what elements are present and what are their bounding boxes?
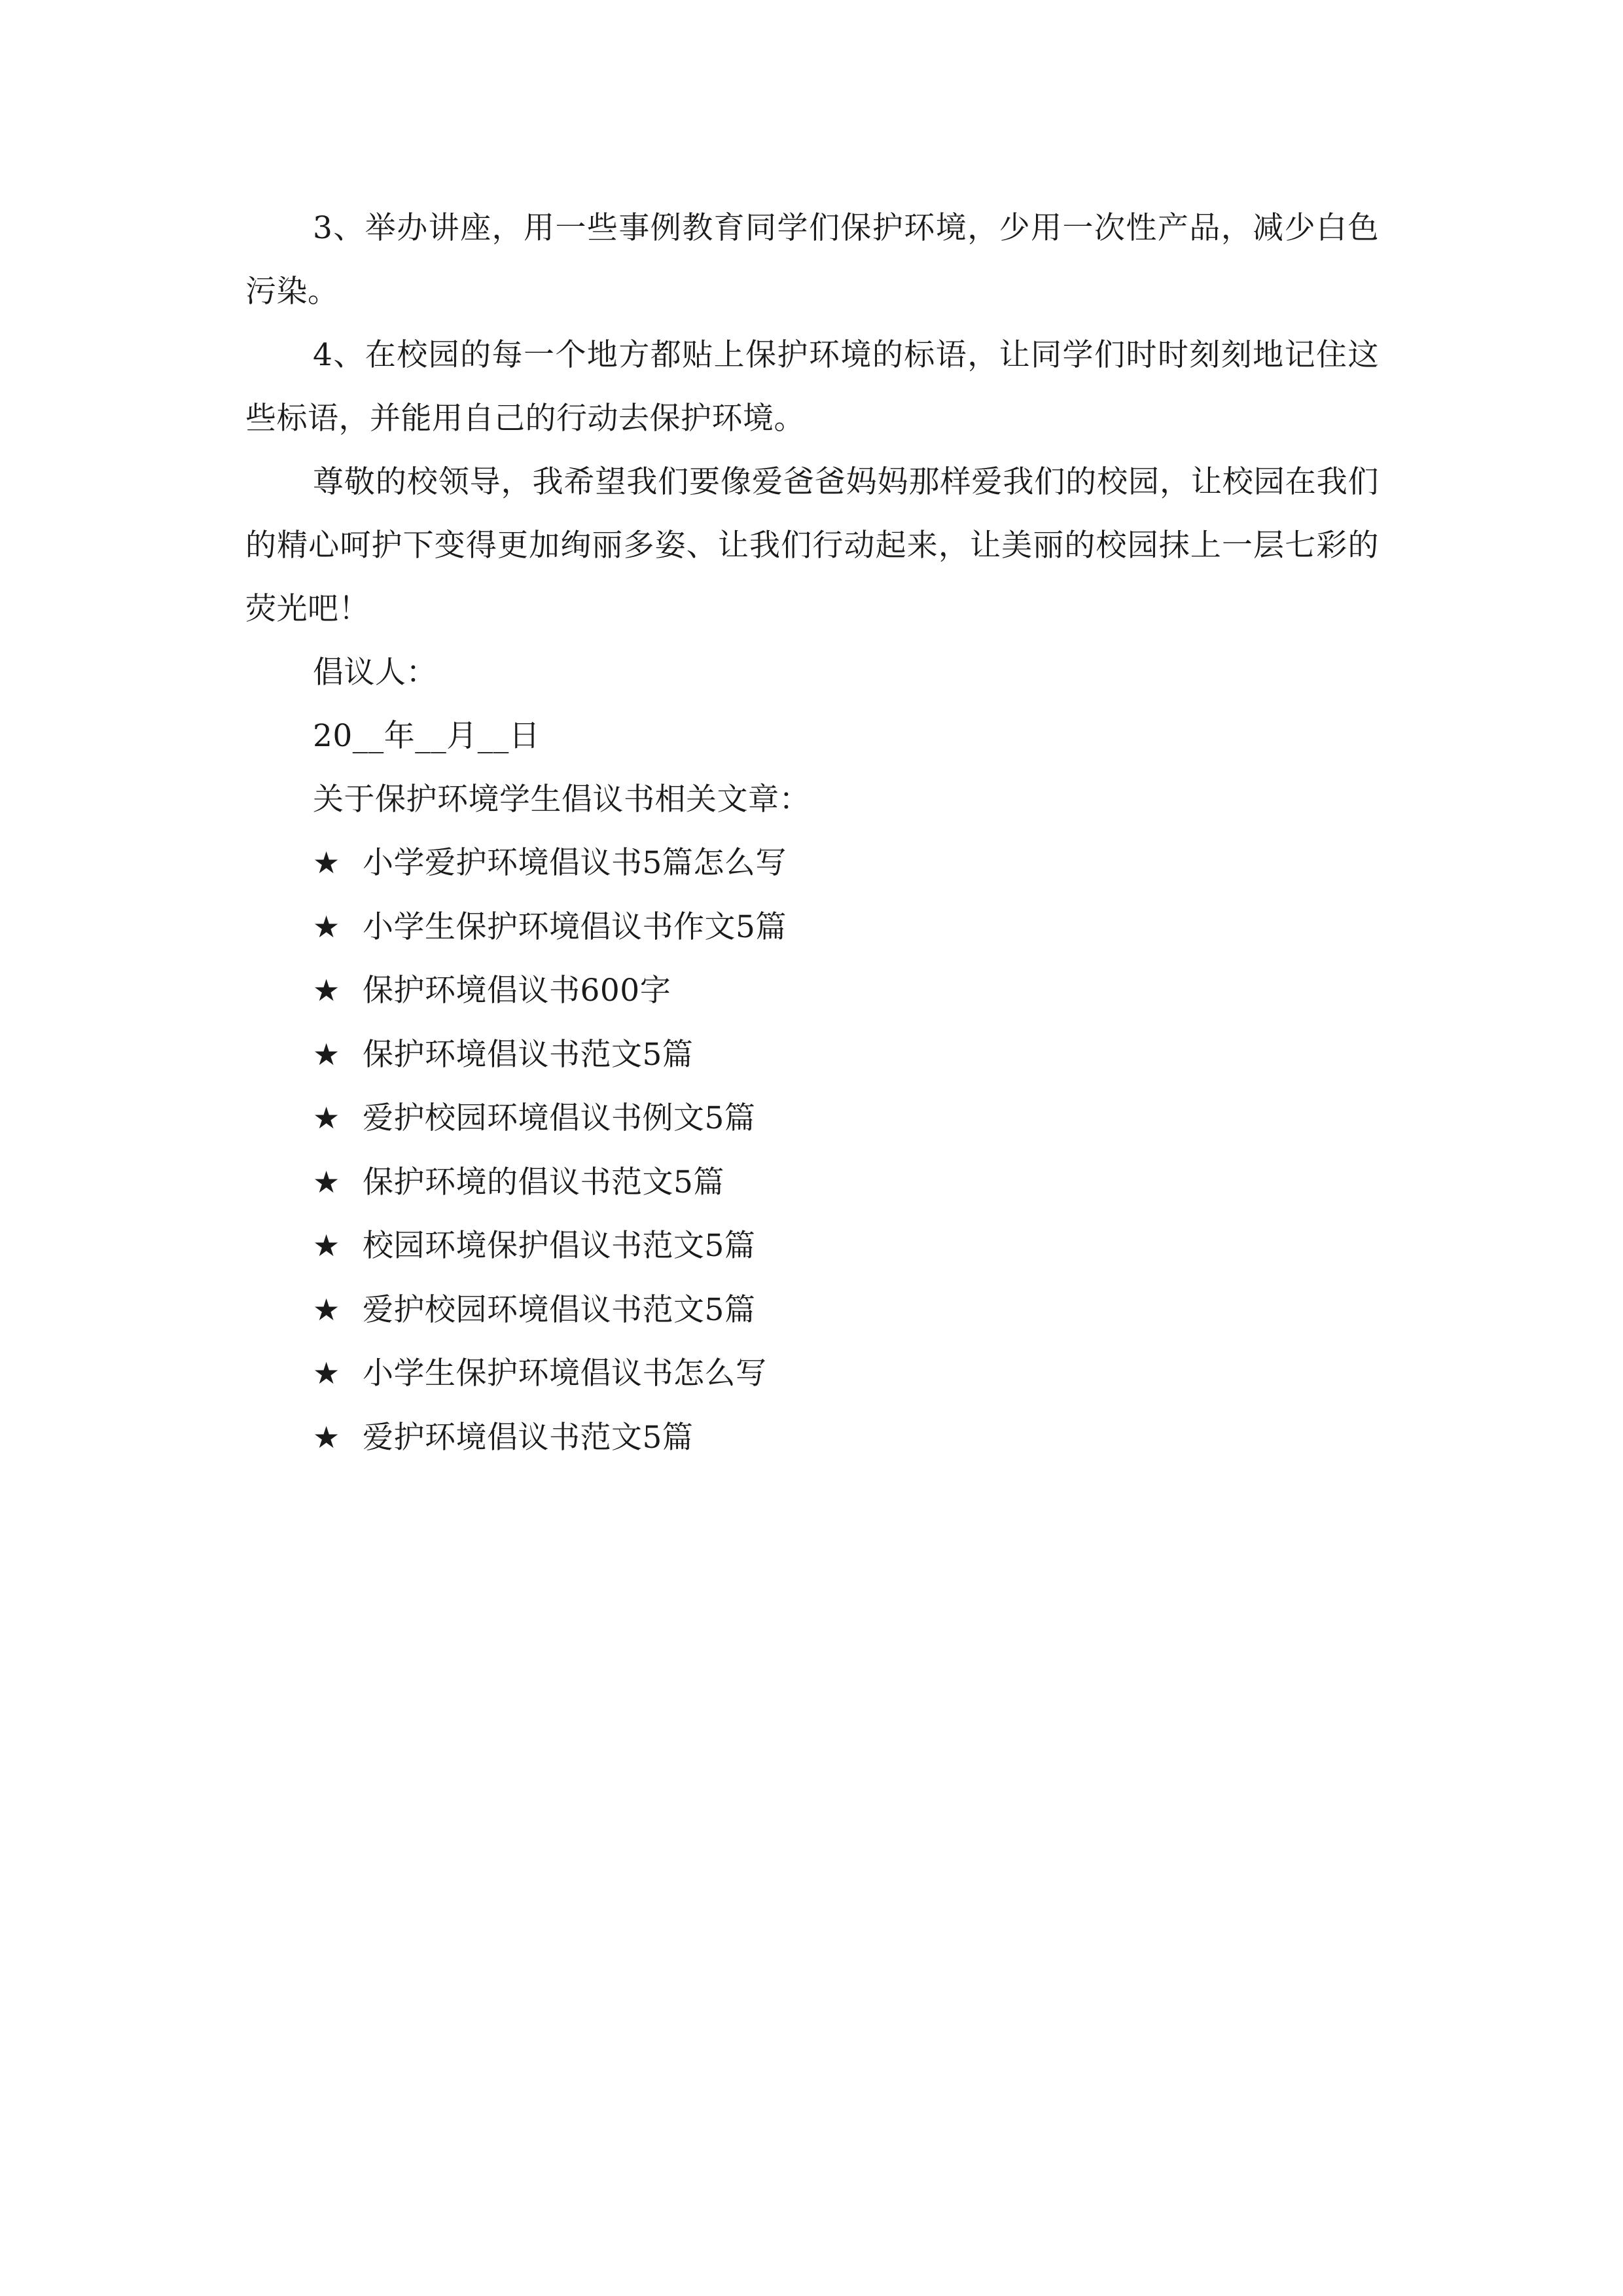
list-item[interactable] [245, 831, 1379, 895]
list-item[interactable] [245, 1086, 1379, 1151]
list-item[interactable] [245, 895, 1379, 960]
list-item[interactable] [245, 959, 1379, 1023]
list-item[interactable] [245, 1151, 1379, 1215]
related-article-link[interactable]: 保护环境倡议书600字 [363, 973, 671, 1009]
star-icon: ★ [313, 1291, 340, 1327]
date-line: 20__年__月__日 [313, 718, 541, 754]
star-icon: ★ [313, 1419, 340, 1455]
paragraph-item-3: 3、举办讲座，用一些事例教育同学们保护环境，少用一次性产品，减少白色污染。 [245, 210, 1379, 310]
signature-line: 倡议人： [313, 655, 437, 691]
paragraph-item-4: 4、在校园的每一个地方都贴上保护环境的标语，让同学们时时刻刻地记住这些标语，并能用自己的行动去保护环境。 [245, 337, 1379, 437]
related-article-link[interactable]: 保护环境倡议书范文5篇 [363, 1036, 694, 1073]
related-article-link[interactable]: 小学生保护环境倡议书作文5篇 [363, 908, 787, 945]
related-article-link[interactable]: 小学爱护环境倡议书5篇怎么写 [363, 845, 787, 881]
star-icon: ★ [313, 908, 340, 944]
list-item[interactable] [245, 1342, 1379, 1406]
document-body [245, 196, 1379, 1469]
list-item[interactable] [245, 1214, 1379, 1278]
star-icon: ★ [313, 1164, 340, 1200]
star-icon: ★ [313, 845, 340, 880]
related-article-link[interactable]: 爱护校园环境倡议书范文5篇 [363, 1291, 756, 1328]
paragraph-closing: 尊敬的校领导，我希望我们要像爱爸爸妈妈那样爱我们的校园，让校园在我们的精心呵护下变得更加绚丽多姿、让我们行动起来，让美丽的校园抹上一层七彩的荧光吧！ [245, 464, 1379, 627]
related-article-link[interactable]: 保护环境的倡议书范文5篇 [363, 1164, 724, 1200]
star-icon: ★ [313, 973, 340, 1008]
star-icon: ★ [313, 1228, 340, 1263]
list-item[interactable] [245, 1406, 1379, 1470]
related-articles-list [245, 831, 1379, 1469]
star-icon: ★ [313, 1036, 340, 1072]
related-article-link[interactable]: 小学生保护环境倡议书怎么写 [363, 1355, 767, 1391]
related-articles-heading: 关于保护环境学生倡议书相关文章： [313, 781, 810, 817]
related-article-link[interactable]: 爱护环境倡议书范文5篇 [363, 1419, 694, 1456]
related-article-link[interactable]: 爱护校园环境倡议书例文5篇 [363, 1100, 756, 1136]
list-item[interactable] [245, 1278, 1379, 1342]
related-article-link[interactable]: 校园环境保护倡议书范文5篇 [363, 1228, 756, 1264]
star-icon: ★ [313, 1100, 340, 1136]
star-icon: ★ [313, 1355, 340, 1391]
list-item[interactable] [245, 1023, 1379, 1087]
